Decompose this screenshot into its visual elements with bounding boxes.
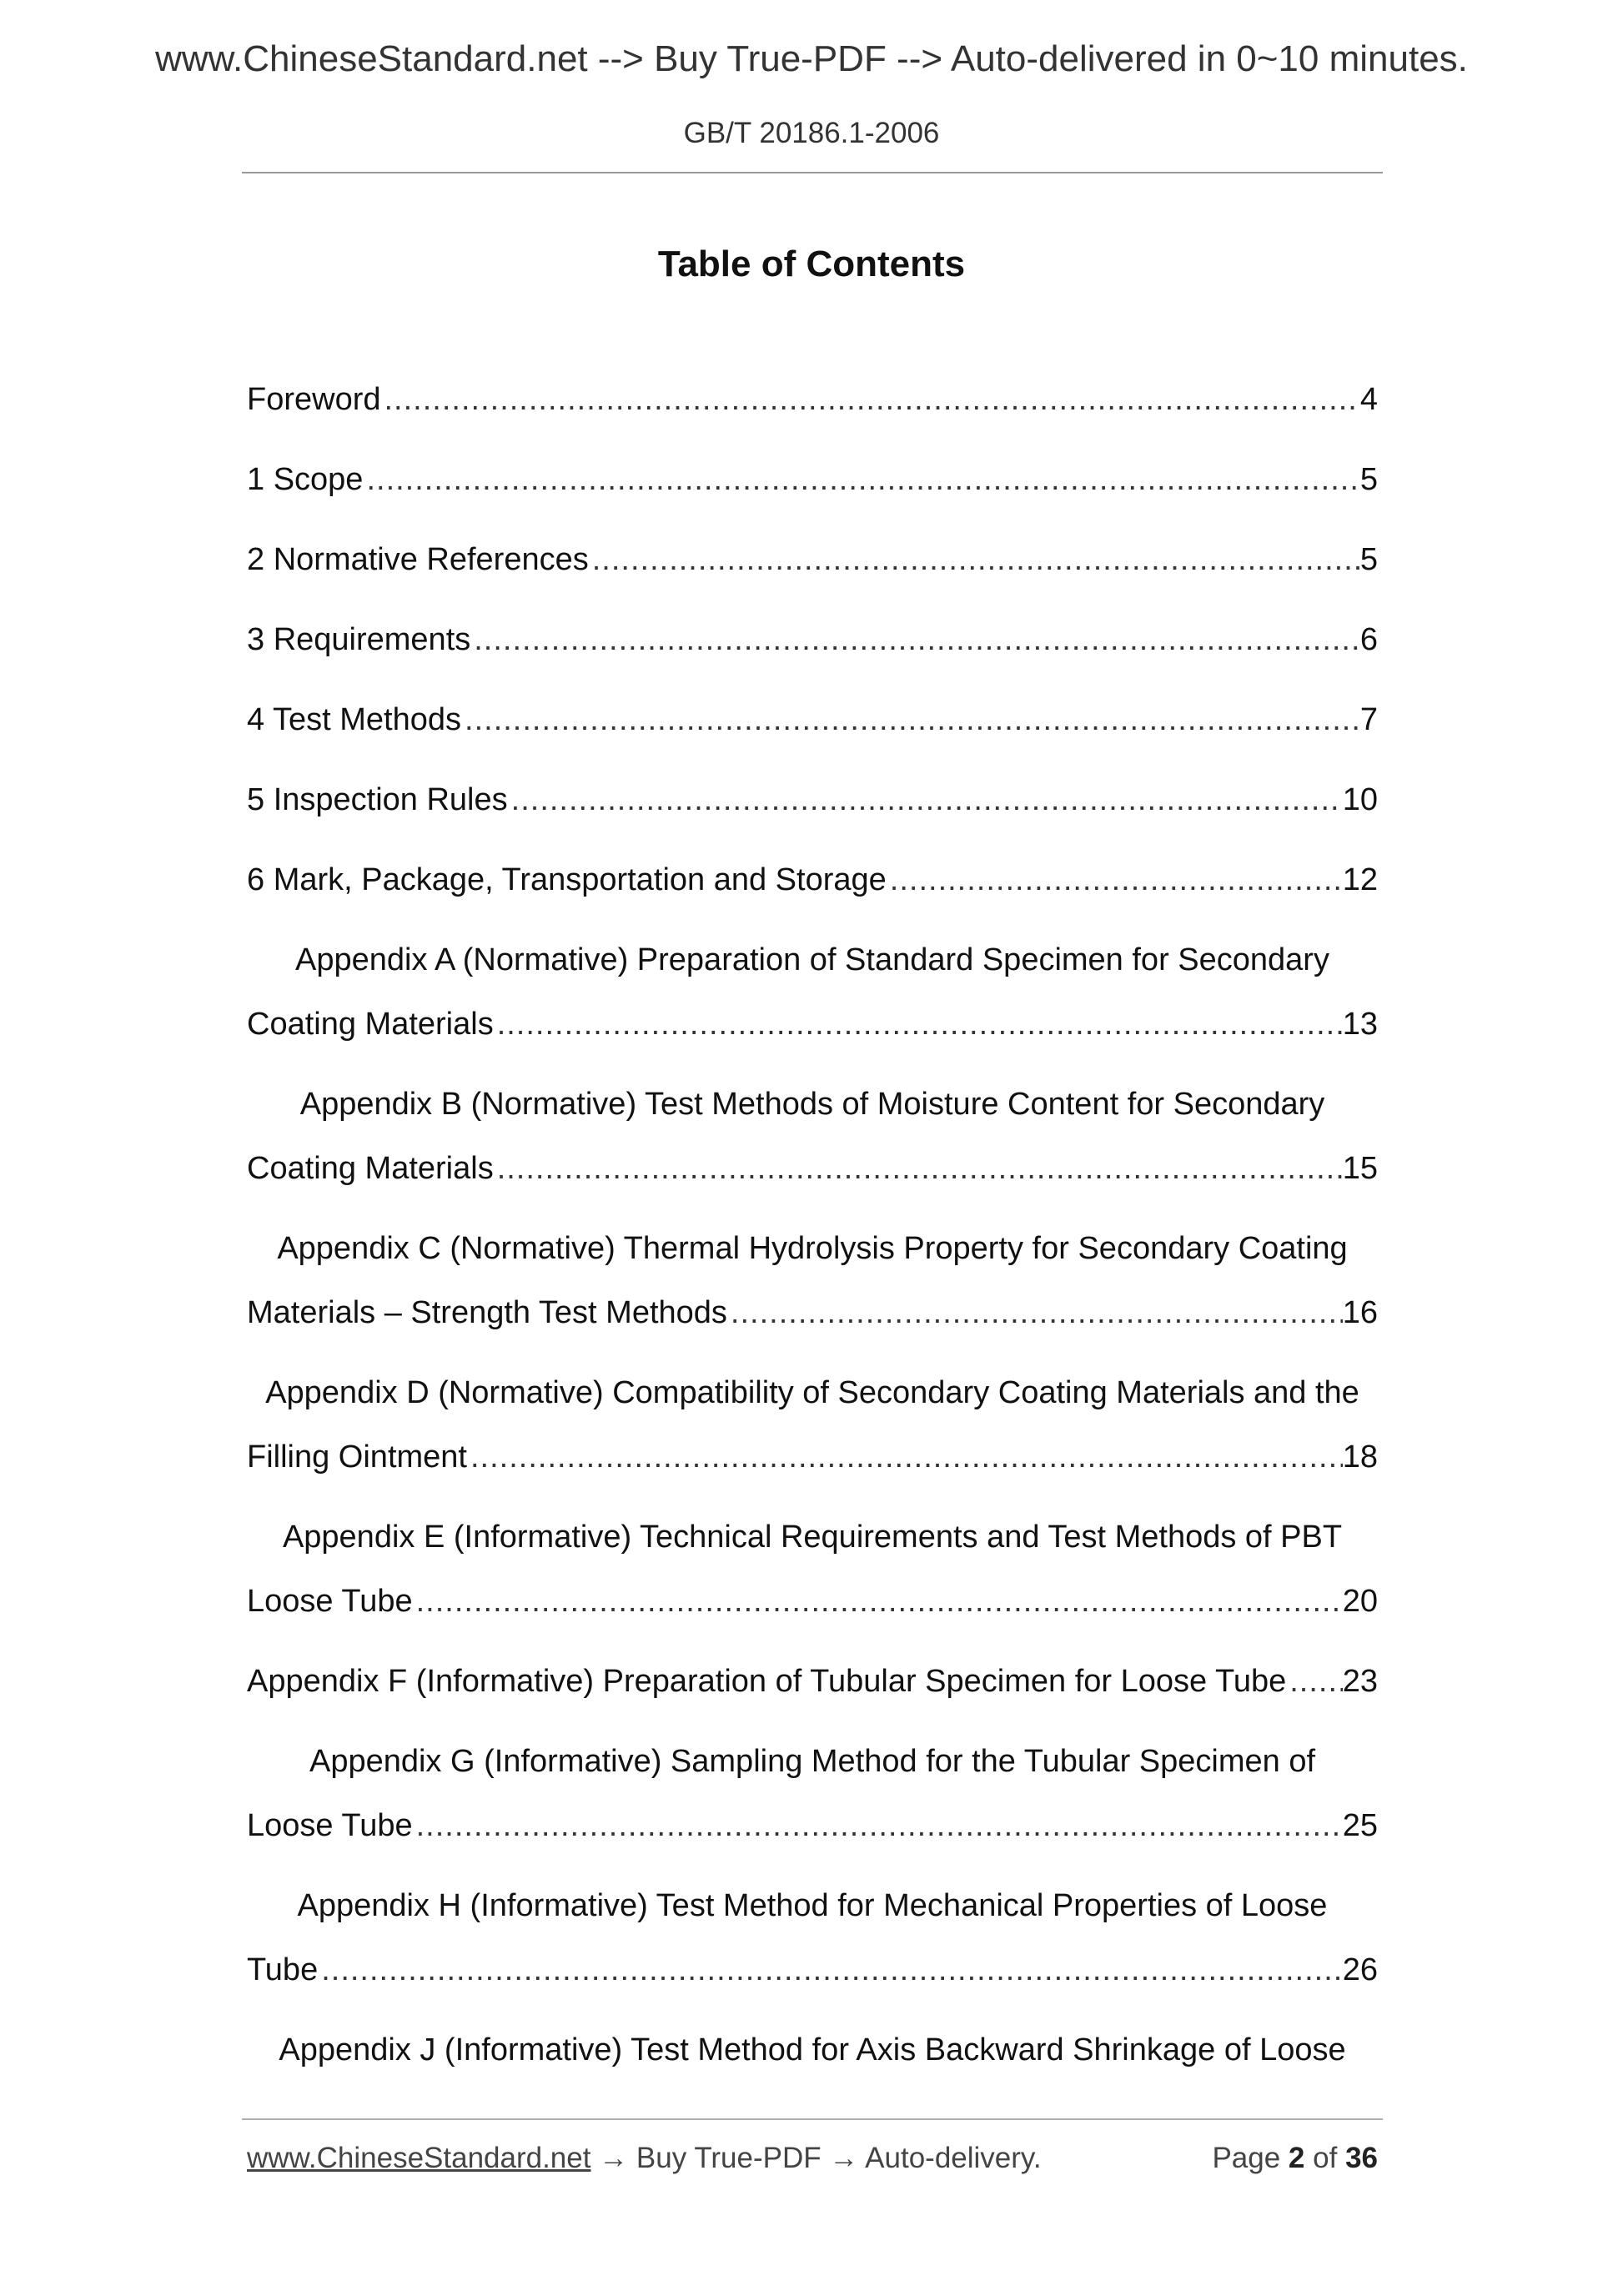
table-of-contents	[247, 374, 1378, 2088]
toc-entry-text: 3 Requirements	[247, 622, 471, 657]
toc-entry-text: 5 Inspection Rules	[247, 782, 508, 817]
toc-entry-appendix-d-line1[interactable]: Appendix D (Normative) Compatibility of Secondary Coating Materials and the	[265, 1375, 1359, 1410]
toc-page-number: 18	[1342, 1439, 1378, 1475]
toc-entry-appendix-b-line1[interactable]: Appendix B (Normative) Test Methods of Moisture Content for Secondary	[299, 1087, 1325, 1122]
total-pages: 36	[1345, 2142, 1378, 2174]
toc-entry-scope[interactable]	[247, 454, 1378, 518]
toc-page-number: 25	[1342, 1808, 1378, 1843]
page-of-label: of	[1313, 2142, 1338, 2174]
toc-entry-text: 2 Normative References	[247, 542, 589, 577]
toc-entry-text: Tube	[247, 1952, 319, 1987]
toc-entry-requirements[interactable]	[247, 614, 1378, 678]
toc-entry-text: Materials – Strength Test Methods	[247, 1295, 727, 1330]
toc-page-number: 6	[1359, 622, 1378, 657]
toc-entry-appendix-g-line1[interactable]: Appendix G (Informative) Sampling Method for the Tubular Specimen of	[309, 1744, 1316, 1779]
toc-entry-appendix-e-line1[interactable]: Appendix E (Informative) Technical Requirements and Test Methods of PBT	[282, 1520, 1343, 1555]
top-banner: www.ChineseStandard.net --> Buy True-PDF --> Auto-delivered in 0~10 minutes.	[155, 38, 1468, 79]
leader-dots	[887, 854, 1343, 906]
toc-entry-text: Appendix F (Informative) Preparation of Tubular Specimen for Loose Tube	[247, 1664, 1287, 1699]
toc-entry-text: Loose Tube	[247, 1584, 413, 1619]
leader-dots	[413, 1800, 1343, 1851]
toc-title: Table of Contents	[657, 244, 966, 284]
toc-page-number: 12	[1342, 862, 1378, 897]
toc-page-number: 16	[1342, 1295, 1378, 1330]
toc-entry-appendix-a-line1[interactable]: Appendix A (Normative) Preparation of Standard Specimen for Secondary	[295, 942, 1329, 977]
leader-dots	[467, 1431, 1343, 1483]
footer-tagline: → Buy True-PDF → Auto-delivery.	[590, 2142, 1042, 2174]
leader-dots	[1286, 1655, 1342, 1707]
leader-dots	[508, 774, 1343, 826]
leader-dots	[461, 694, 1360, 746]
toc-entry-appendix-b-line2[interactable]	[247, 1143, 1378, 1207]
toc-page-number: 7	[1359, 702, 1378, 737]
toc-entry-text: Loose Tube	[247, 1808, 413, 1843]
toc-entry-appendix-a-line2[interactable]	[247, 998, 1378, 1063]
current-page: 2	[1288, 2142, 1305, 2174]
leader-dots	[727, 1287, 1343, 1339]
toc-entry-normative-references[interactable]	[247, 534, 1378, 598]
toc-entry-test-methods[interactable]	[247, 694, 1378, 758]
footer-website-link[interactable]: www.ChineseStandard.net	[247, 2142, 591, 2174]
toc-entry-text: Filling Ointment	[247, 1439, 467, 1475]
toc-entry-appendix-h-line1[interactable]: Appendix H (Informative) Test Method for Mechanical Properties of Loose	[297, 1888, 1328, 1923]
toc-page-number: 23	[1342, 1664, 1378, 1699]
footer-divider	[242, 2118, 1383, 2120]
toc-entry-text: 6 Mark, Package, Transportation and Storage	[247, 862, 887, 897]
toc-page-number: 10	[1342, 782, 1378, 817]
leader-dots	[413, 1575, 1343, 1627]
toc-entry-appendix-e-line2[interactable]	[247, 1575, 1378, 1640]
toc-page-number: 26	[1342, 1952, 1378, 1987]
leader-dots	[589, 534, 1360, 585]
leader-dots	[318, 1944, 1343, 1996]
toc-entry-appendix-f[interactable]	[247, 1655, 1378, 1720]
toc-page-number: 20	[1342, 1584, 1378, 1619]
toc-entry-text: Coating Materials	[247, 1007, 494, 1042]
leader-dots	[494, 1143, 1343, 1194]
footer-left	[247, 2142, 1042, 2175]
toc-page-number: 4	[1359, 382, 1378, 417]
document-code: GB/T 20186.1-2006	[683, 117, 940, 149]
toc-entry-inspection-rules[interactable]	[247, 774, 1378, 838]
toc-entry-foreword[interactable]	[247, 374, 1378, 438]
leader-dots	[494, 998, 1343, 1050]
toc-entry-text: Coating Materials	[247, 1151, 494, 1186]
toc-entry-appendix-d-line2[interactable]	[247, 1431, 1378, 1495]
toc-entry-text: 1 Scope	[247, 462, 364, 497]
toc-entry-appendix-c-line2[interactable]	[247, 1287, 1378, 1351]
toc-page-number: 13	[1342, 1007, 1378, 1042]
page-indicator	[1212, 2142, 1378, 2175]
toc-entry-appendix-g-line2[interactable]	[247, 1800, 1378, 1864]
toc-page-number: 5	[1359, 462, 1378, 497]
leader-dots	[470, 614, 1360, 666]
toc-entry-appendix-c-line1[interactable]: Appendix C (Normative) Thermal Hydrolysis Property for Secondary Coating	[277, 1231, 1348, 1266]
toc-entry-appendix-h-line2[interactable]	[247, 1944, 1378, 2008]
leader-dots	[363, 454, 1359, 505]
toc-entry-text: 4 Test Methods	[247, 702, 462, 737]
toc-entry-text: Foreword	[247, 382, 381, 417]
toc-page-number: 15	[1342, 1151, 1378, 1186]
header-divider	[242, 172, 1383, 173]
page-footer	[247, 2142, 1378, 2175]
page-label: Page	[1212, 2142, 1281, 2174]
toc-entry-appendix-j-line1[interactable]: Appendix J (Informative) Test Method for Axis Backward Shrinkage of Loose	[279, 2032, 1346, 2067]
toc-entry-mark-package[interactable]	[247, 854, 1378, 918]
leader-dots	[381, 374, 1360, 425]
toc-page-number: 5	[1359, 542, 1378, 577]
